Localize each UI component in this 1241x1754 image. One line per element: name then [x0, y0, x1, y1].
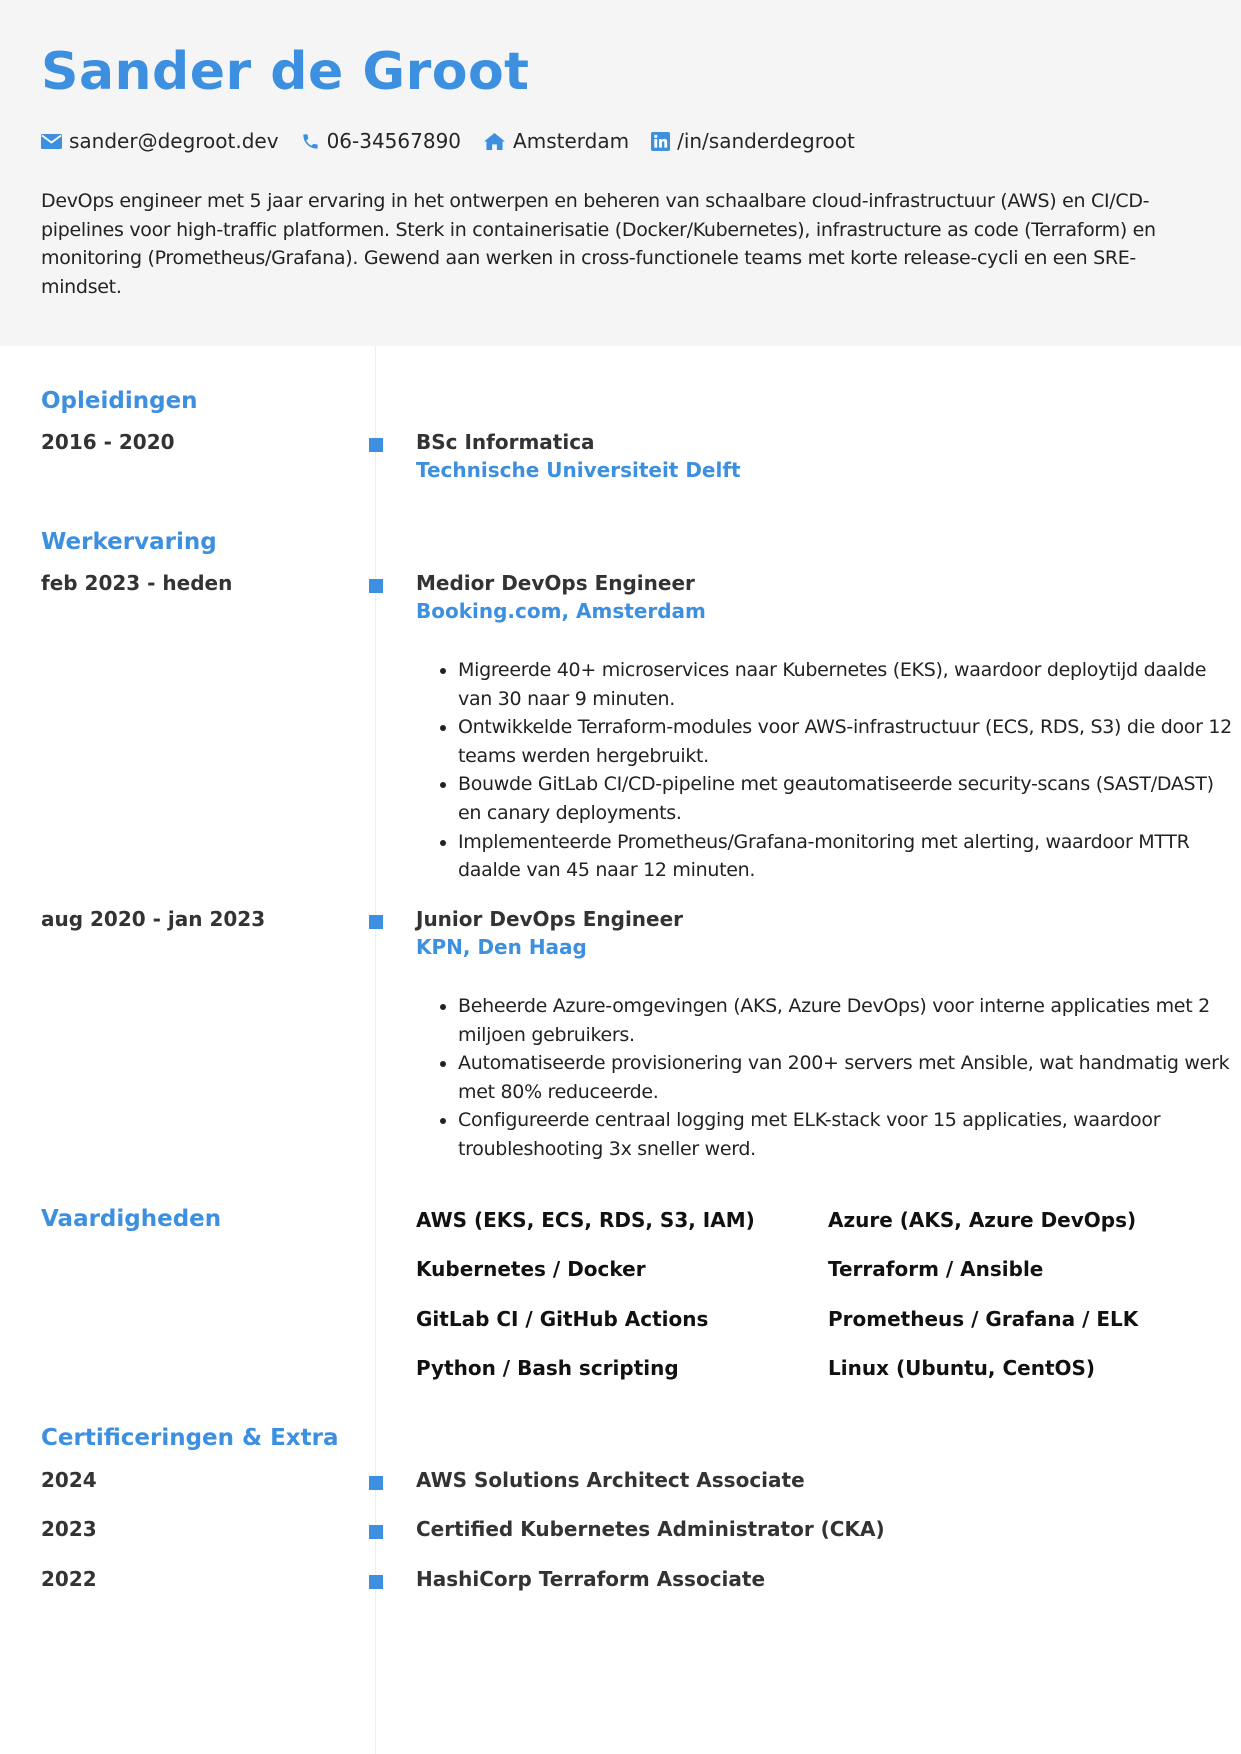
certification-1-year: 2024: [41, 1468, 97, 1492]
certification-2-title: Certified Kubernetes Administrator (CKA): [416, 1517, 885, 1541]
phone-icon: [301, 132, 320, 151]
certification-2-year: 2023: [41, 1517, 97, 1541]
header: [0, 0, 1241, 346]
experience-2-role: Junior DevOps Engineer: [416, 907, 684, 931]
envelope-icon: [41, 134, 62, 149]
section-title-education: Opleidingen: [41, 388, 198, 414]
timeline-marker: [369, 579, 383, 593]
skill-item: Azure (AKS, Azure DevOps): [828, 1208, 1137, 1232]
experience-1-role: Medior DevOps Engineer: [416, 571, 695, 595]
list-item: • Implementeerde Prometheus/Grafana-monitoring met alerting, waardoor MTTR daalde van 45 naar 12 minuten.: [458, 828, 1238, 885]
skill-item: Python / Bash scripting: [416, 1356, 679, 1380]
phone-text: 06-34567890: [326, 129, 462, 153]
section-title-skills: Vaardigheden: [41, 1206, 222, 1232]
experience-1-achievements: [416, 656, 1238, 885]
experience-2-company: KPN, Den Haag: [416, 935, 587, 959]
linkedin-icon: [651, 132, 670, 151]
contact-bar: [41, 129, 877, 153]
skill-item: AWS (EKS, ECS, RDS, S3, IAM): [416, 1208, 755, 1232]
education-date: 2016 - 2020: [41, 430, 175, 454]
list-item: • Ontwikkelde Terraform-modules voor AWS-infrastructuur (ECS, RDS, S3) die door 12 teams werden hergebruikt.: [458, 713, 1238, 770]
contact-email[interactable]: [41, 129, 279, 153]
skill-item: Terraform / Ansible: [828, 1257, 1044, 1281]
education-degree: BSc Informatica: [416, 430, 595, 454]
list-item: • Automatiseerde provisionering van 200+ servers met Ansible, wat handmatig werk met 80% reduceerde.: [458, 1049, 1238, 1106]
contact-linkedin[interactable]: [651, 129, 855, 153]
experience-2-date: aug 2020 - jan 2023: [41, 907, 266, 931]
experience-2-achievements: [416, 992, 1238, 1164]
list-item: • Migreerde 40+ microservices naar Kubernetes (EKS), waardoor deploytijd daalde van 30 naar 9 minuten.: [458, 656, 1238, 713]
experience-1-company: Booking.com, Amsterdam: [416, 599, 706, 623]
timeline-marker: [369, 1575, 383, 1589]
timeline-marker: [369, 1525, 383, 1539]
skill-item: Linux (Ubuntu, CentOS): [828, 1356, 1096, 1380]
list-item: • Beheerde Azure-omgevingen (AKS, Azure DevOps) voor interne applicaties met 2 miljoen gebruikers.: [458, 992, 1238, 1049]
certification-3-title: HashiCorp Terraform Associate: [416, 1567, 766, 1591]
list-item: • Bouwde GitLab CI/CD-pipeline met geautomatiseerde security-scans (SAST/DAST) en canary deployments.: [458, 770, 1238, 827]
timeline-marker: [369, 438, 383, 452]
timeline-marker: [369, 1476, 383, 1490]
certification-1-title: AWS Solutions Architect Associate: [416, 1468, 805, 1492]
contact-phone[interactable]: [301, 129, 461, 153]
home-icon: [483, 132, 506, 151]
section-title-experience: Werkervaring: [41, 529, 217, 555]
skill-item: Prometheus / Grafana / ELK: [828, 1307, 1139, 1331]
location-text: Amsterdam: [513, 129, 630, 153]
email-text: sander@degroot.dev: [69, 129, 279, 153]
list-item: • Configureerde centraal logging met ELK-stack voor 15 applicaties, waardoor troubleshooting 3x sneller werd.: [458, 1106, 1238, 1163]
education-school: Technische Universiteit Delft: [416, 458, 741, 482]
profile-summary: DevOps engineer met 5 jaar ervaring in het ontwerpen en beheren van schaalbare cloud-infrastructuur (AWS) en CI/CD-pipelines voor high-traffic platformen. Sterk in containerisatie (Docker/Kubernetes), infrastructure as code (Terraform) en monitoring (Prometheus/Grafana). Gewend aan werken in cross-functionele teams met korte release-cycli en een SRE-mindset.: [41, 190, 1156, 298]
contact-location: [483, 129, 629, 153]
experience-1-date: feb 2023 - heden: [41, 571, 233, 595]
timeline-marker: [369, 915, 383, 929]
timeline-divider: [375, 346, 376, 1754]
candidate-name: Sander de Groot: [41, 42, 530, 102]
skill-item: GitLab CI / GitHub Actions: [416, 1307, 709, 1331]
linkedin-text: /in/sanderdegroot: [677, 129, 855, 153]
certification-3-year: 2022: [41, 1567, 97, 1591]
skill-item: Kubernetes / Docker: [416, 1257, 646, 1281]
section-title-certifications: Certificeringen & Extra: [41, 1425, 339, 1451]
